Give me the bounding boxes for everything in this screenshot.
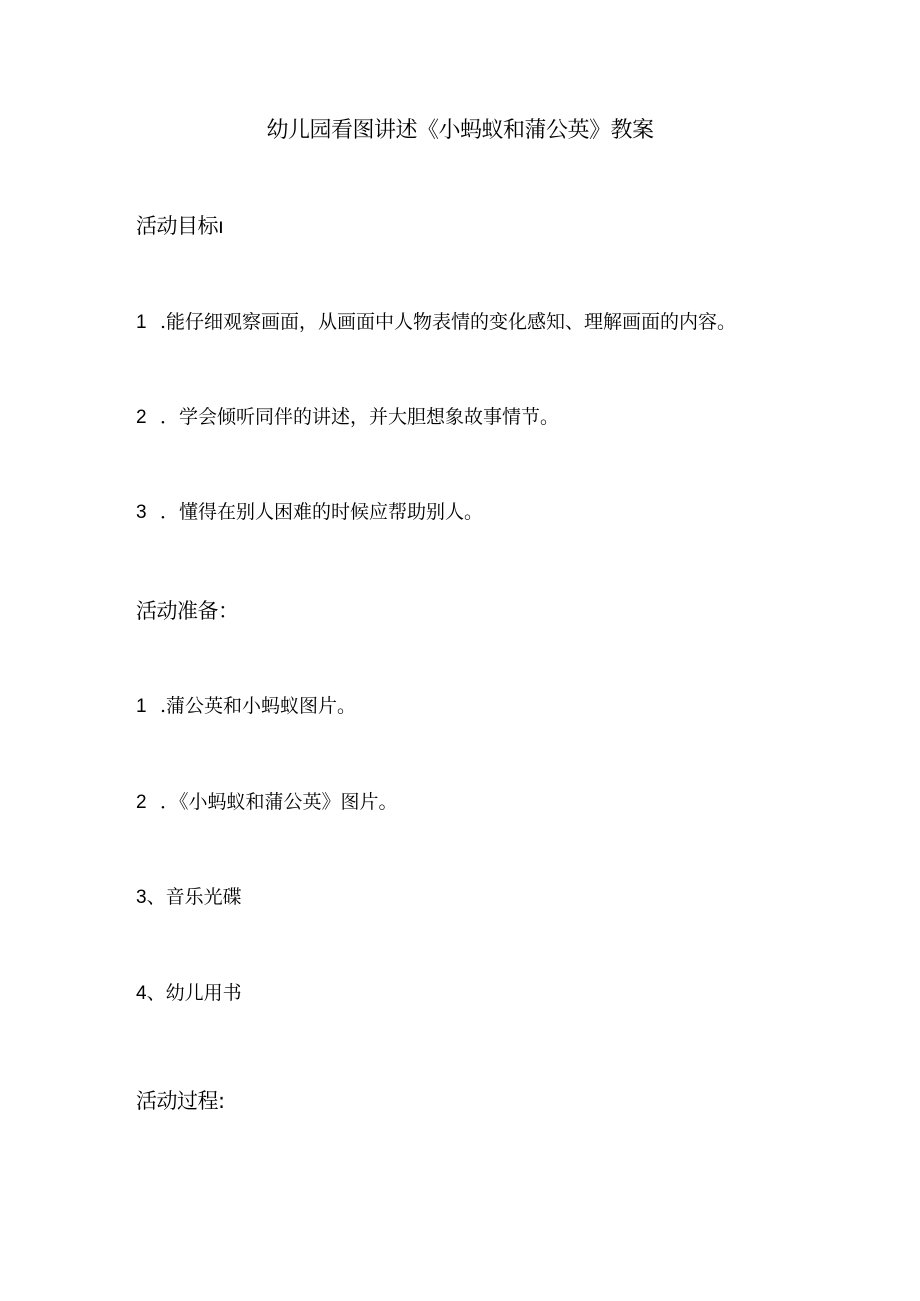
goal-item-2-number: 2 (136, 407, 147, 428)
goal-item-1-number: 1 (136, 312, 147, 333)
goal-item-2 (136, 403, 559, 432)
prep-item-1 (136, 692, 356, 721)
goal-item-2-text: ．学会倾听同伴的讲述，并大胆想象故事情节。 (160, 406, 560, 428)
section-heading-preparation: 活动准备： (136, 599, 239, 623)
goal-item-3-number: 3 (136, 502, 147, 523)
section-heading-goals: 活动目标ı (136, 214, 224, 238)
prep-item-3 (136, 883, 242, 912)
goal-item-3-text: ．懂得在别人困难的时候应帮助别人。 (160, 501, 484, 523)
prep-item-2-text: ．《小蚂蚁和蒲公英》图片。 (160, 791, 398, 813)
prep-item-3-number: 3 (136, 887, 147, 908)
goal-item-1-text: .能仔细观察画面，从画面中人物表情的变化感知、理解画面的内容。 (160, 311, 737, 333)
prep-item-1-text: .蒲公英和小蚂蚁图片。 (160, 695, 357, 717)
document-title: 幼儿园看图讲述《小蚂蚁和蒲公英》教案 (266, 118, 654, 143)
goal-item-1 (136, 308, 736, 337)
prep-item-4-number: 4 (136, 983, 147, 1004)
prep-item-2-number: 2 (136, 792, 147, 813)
prep-item-4 (136, 979, 242, 1008)
prep-item-4-text: 、幼儿用书 (146, 982, 242, 1004)
prep-item-3-text: 、音乐光碟 (146, 886, 242, 908)
prep-item-1-number: 1 (136, 696, 147, 717)
prep-item-2 (136, 788, 398, 817)
goal-item-3 (136, 498, 483, 527)
section-heading-process: 活动过程: (136, 1089, 225, 1113)
